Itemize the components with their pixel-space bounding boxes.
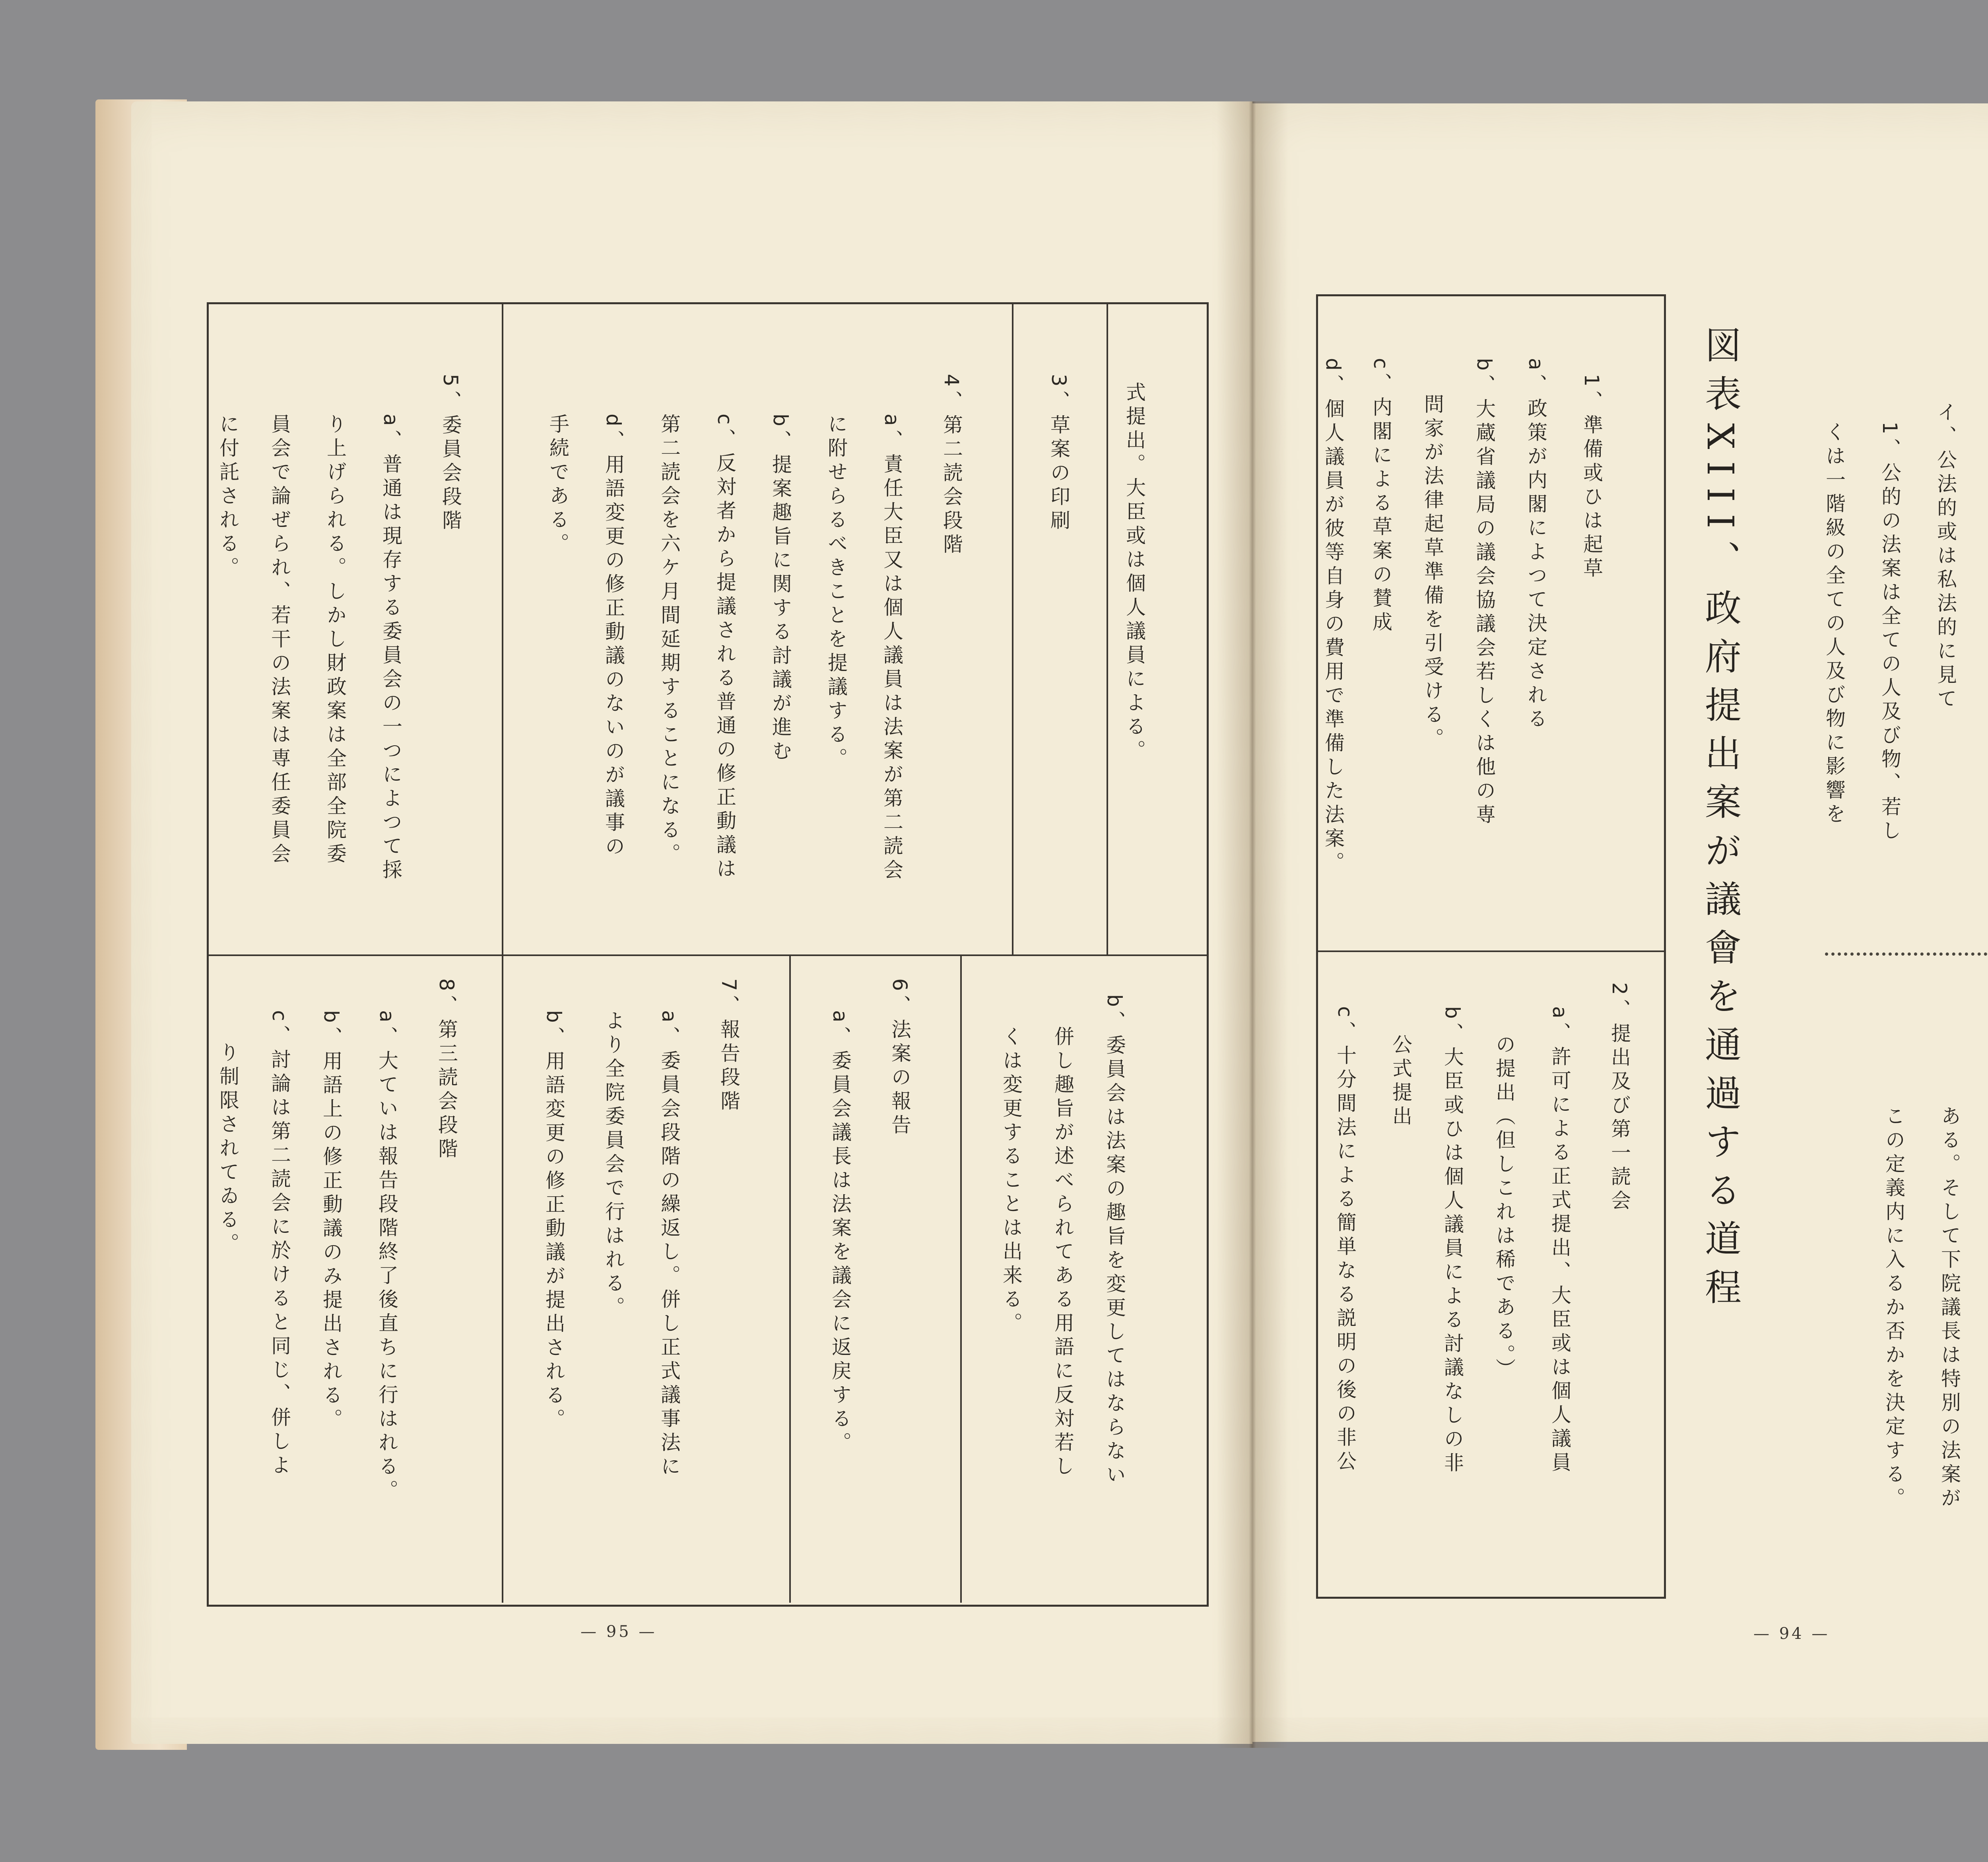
page-number-left: — 95 — bbox=[580, 1623, 657, 1641]
text-column: くは変更することは出来る。 bbox=[1000, 1026, 1023, 1336]
text-column: c、討論は第二読会に於けると同じ、併しよ bbox=[268, 1010, 291, 1479]
left-lower-divider bbox=[502, 954, 503, 1603]
text-column: c、反対者から提議される普通の修正動議は bbox=[713, 414, 736, 882]
text-column: 第二読会を六ケ月間延期することになる。 bbox=[658, 414, 681, 867]
text-column: a、責任大臣又は個人議員は法案が第二読会 bbox=[880, 414, 903, 883]
text-column: a、許可による正式提出、大臣或は個人議員 bbox=[1548, 1006, 1571, 1476]
right-table-middle-divider bbox=[1316, 950, 1664, 952]
text-column: a、政策が内閣によつて決定される bbox=[1524, 358, 1547, 732]
text-column: b、委員会は法案の趣旨を変更してはならない bbox=[1103, 994, 1126, 1488]
text-column: 1、公的の法案は全ての人及び物、若し bbox=[1878, 422, 1901, 844]
text-column: 6、法案の報告 bbox=[888, 978, 911, 1138]
text-column: イ、公法的或は私法的に見て bbox=[1934, 402, 1957, 712]
text-column: 1、準備或ひは起草 bbox=[1580, 374, 1603, 581]
text-column: 7、報告段階 bbox=[717, 978, 740, 1114]
text-column: a、委員会段階の繰返し。併し正式議事法に bbox=[658, 1010, 681, 1480]
page-number-right: — 94 — bbox=[1753, 1625, 1830, 1643]
text-column: b、用語変更の修正動議が提出される。 bbox=[542, 1010, 565, 1432]
figure-title: 図表XIII、政府提出案が議會を通過する道程 bbox=[1699, 326, 1741, 1317]
text-column: d、個人議員が彼等自身の費用で準備した法案。 bbox=[1322, 358, 1345, 876]
left-lower-divider bbox=[960, 954, 962, 1603]
text-column: b、大臣或ひは個人議員による討議なしの非 bbox=[1441, 1006, 1464, 1476]
left-upper-divider bbox=[1107, 304, 1108, 954]
book-gutter bbox=[1217, 101, 1288, 1748]
text-column: に付託される。 bbox=[216, 414, 239, 581]
text-column: 公式提出 bbox=[1389, 1034, 1412, 1129]
text-column: り制限されてゐる。 bbox=[216, 1042, 239, 1257]
text-column: a、普通は現存する委員会の一つによつて採 bbox=[379, 414, 402, 883]
text-column: り上げられる。しかし財政案は全部全院委 bbox=[324, 414, 347, 867]
text-column: 5、委員会段階 bbox=[439, 374, 462, 534]
text-column: 併し趣旨が述べられてある用語に反対若し bbox=[1051, 1026, 1074, 1479]
text-column: 8、第三読会段階 bbox=[435, 978, 458, 1162]
text-column: 手続である。 bbox=[546, 414, 569, 557]
text-column: c、内閣による草案の賛成 bbox=[1369, 358, 1392, 636]
text-column: この定義内に入るか否かを決定する。 bbox=[1882, 1106, 1905, 1511]
text-column: a、委員会議長は法案を議会に返戻する。 bbox=[829, 1010, 852, 1456]
text-column: d、用語変更の修正動議のないのが議事の bbox=[602, 414, 625, 860]
text-column: c、十分間法による簡単なる説明の後の非公 bbox=[1334, 1006, 1357, 1475]
text-column: の提出（但しこれは稀である。） bbox=[1493, 1034, 1516, 1382]
left-upper-divider bbox=[1012, 304, 1013, 954]
text-column: より全院委員会で行はれる。 bbox=[602, 1010, 625, 1320]
dotted-separator bbox=[1825, 952, 1988, 956]
text-column: a、大ていは報告段階終了後直ちに行はれる。 bbox=[375, 1010, 398, 1504]
text-column: に附せらるべきことを提議する。 bbox=[825, 414, 848, 772]
text-column: b、用語上の修正動議のみ提出される。 bbox=[320, 1010, 343, 1432]
left-lower-divider bbox=[789, 954, 791, 1603]
text-column: 式提出。大臣或は個人議員による。 bbox=[1123, 382, 1146, 764]
text-column: 問家が法律起草準備を引受ける。 bbox=[1421, 394, 1444, 752]
text-column: 3、草案の印刷 bbox=[1047, 374, 1070, 534]
text-column: 4、第二読会段階 bbox=[940, 374, 963, 558]
left-upper-divider bbox=[502, 304, 503, 954]
text-column: b、大蔵省議局の議会協議会若しくは他の専 bbox=[1473, 358, 1496, 828]
left-table-middle-divider bbox=[207, 954, 1207, 956]
text-column: 員会で論ぜられ、若干の法案は専任委員会 bbox=[268, 414, 291, 867]
text-column: くは一階級の全ての人及び物に影響を bbox=[1823, 422, 1846, 827]
text-column: 2、提出及び第一読会 bbox=[1608, 982, 1631, 1214]
text-column: b、提案趣旨に関する討議が進む bbox=[769, 414, 792, 764]
text-column: ある。そして下院議長は特別の法案が bbox=[1938, 1106, 1961, 1511]
